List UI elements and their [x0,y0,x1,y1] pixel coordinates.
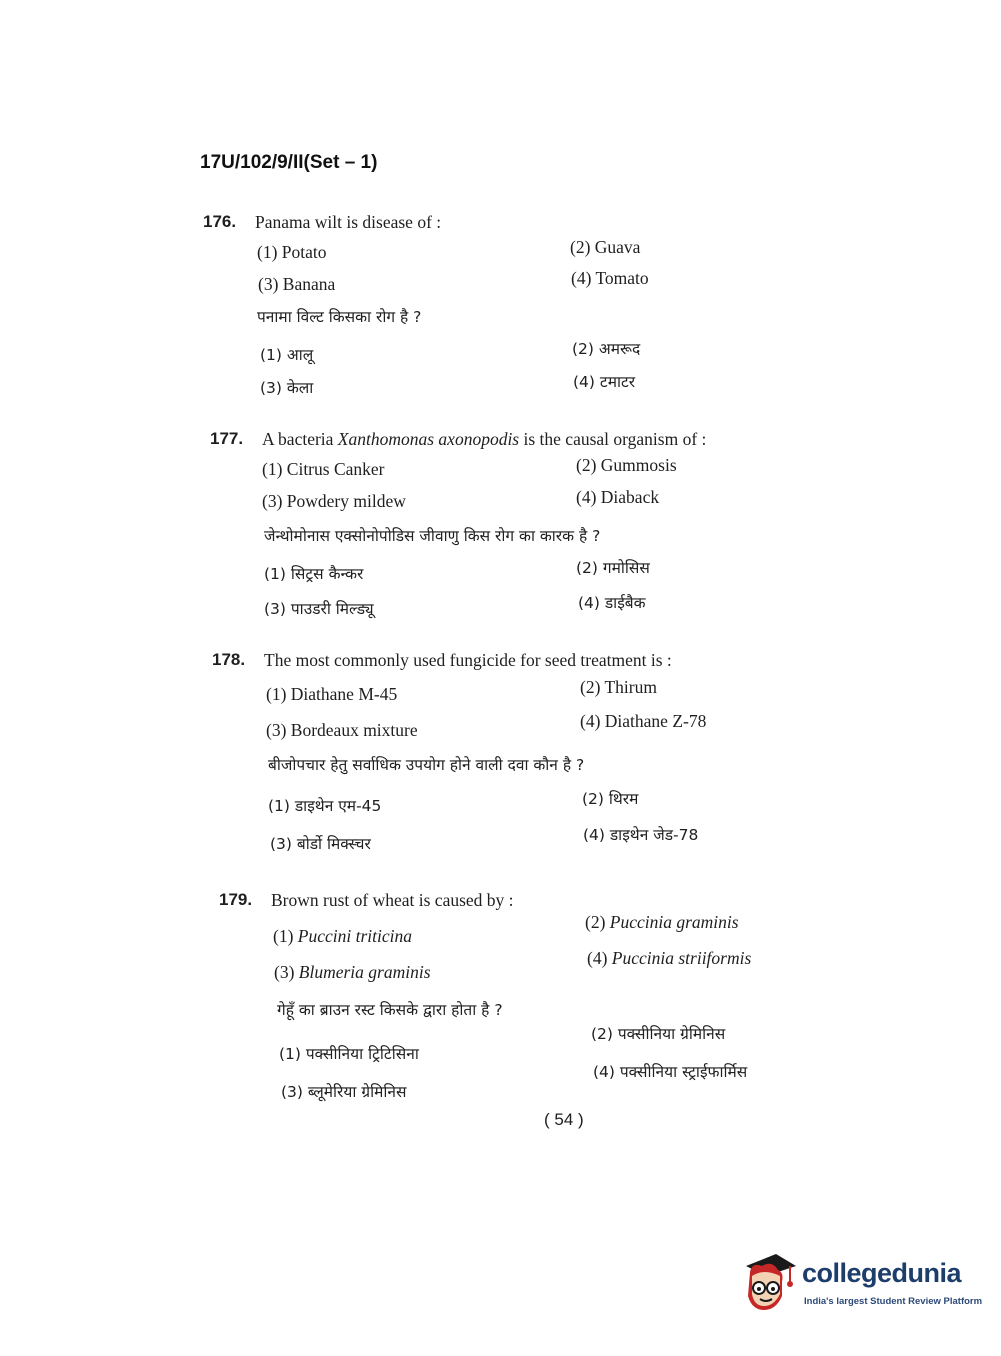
option-2: (2) Gummosis [576,455,677,475]
paper-code: 17U/102/9/II(Set – 1) [200,152,378,173]
hindi-question-text: पनामा विल्ट किसका रोग है ? [257,308,422,326]
option-2: (2) Guava [570,237,641,257]
option-2: (2) Thirum [580,677,657,697]
option-1: (1) Puccini triticina [273,926,412,946]
option-2-species: Puccinia graminis [609,912,739,932]
hindi-option-4: (4) डाईबैक [578,594,646,612]
option-3-species: Blumeria graminis [298,962,431,982]
mascot-icon [742,1252,800,1318]
question-number: 179. [219,890,253,909]
question-text: The most commonly used fungicide for seed treatment is : [264,650,672,670]
hindi-option-1: (1) पक्सीनिया ट्रिटिसिना [279,1045,419,1063]
hindi-option-1: (1) आलू [260,346,314,364]
option-4: (4) Diathane Z-78 [580,711,707,731]
hindi-option-4: (4) टमाटर [573,373,636,391]
option-3: (3) Bordeaux mixture [266,720,418,740]
option-2: (2) Puccinia graminis [585,912,739,932]
question-number: 177. [210,429,244,448]
option-4: (4) Diaback [576,487,660,507]
brand-name: collegedunia [802,1258,962,1288]
hindi-option-2: (2) थिरम [582,790,639,808]
hindi-option-4: (4) डाइथेन जेड-78 [583,826,699,844]
option-1-species: Puccini triticina [297,926,412,946]
option-3: (3) Blumeria graminis [274,962,431,982]
hindi-question-text: बीजोपचार हेतु सर्वाधिक उपयोग होने वाली दवा कौन है ? [268,756,585,774]
hindi-option-2: (2) पक्सीनिया ग्रेमिनिस [591,1025,726,1043]
hindi-option-1: (1) सिट्रस कैन्कर [264,565,364,583]
option-4-species: Puccinia striiformis [611,948,752,968]
page-number: ( 54 ) [544,1110,584,1129]
question-text: A bacteria Xanthomonas axonopodis is the causal organism of : [262,429,707,449]
species-name: Xanthomonas axonopodis [337,429,520,449]
hindi-option-3: (3) ब्लूमेरिया ग्रेमिनिस [281,1083,407,1101]
option-4: (4) Tomato [571,268,649,288]
option-3: (3) Powdery mildew [262,491,406,511]
hindi-option-2: (2) गमोसिस [576,559,650,577]
hindi-question-text: गेहूँ का ब्राउन रस्ट किसके द्वारा होता है ? [277,1001,503,1019]
hindi-option-3: (3) केला [260,379,314,397]
question-number: 178. [212,650,246,669]
hindi-option-4: (4) पक्सीनिया स्ट्राईफार्मिस [593,1063,748,1081]
hindi-question-text: जेन्थोमोनास एक्सोनोपोडिस जीवाणु किस रोग का कारक है ? [264,527,601,545]
hindi-option-3: (3) पाउडरी मिल्ड्यू [264,600,374,618]
option-3: (3) Banana [258,274,336,294]
question-text: Panama wilt is disease of : [255,212,442,232]
brand-tagline: India's largest Student Review Platform [804,1296,983,1307]
option-1: (1) Citrus Canker [262,459,385,479]
hindi-option-2: (2) अमरूद [572,340,641,358]
question-number: 176. [203,212,237,231]
question-text: Brown rust of wheat is caused by : [271,890,514,910]
hindi-option-1: (1) डाइथेन एम-45 [268,797,382,815]
option-1: (1) Potato [257,242,327,262]
hindi-option-3: (3) बोर्डो मिक्स्चर [270,835,371,853]
option-1: (1) Diathane M-45 [266,684,398,704]
option-4: (4) Puccinia striiformis [587,948,752,968]
collegedunia-logo [742,1252,983,1318]
